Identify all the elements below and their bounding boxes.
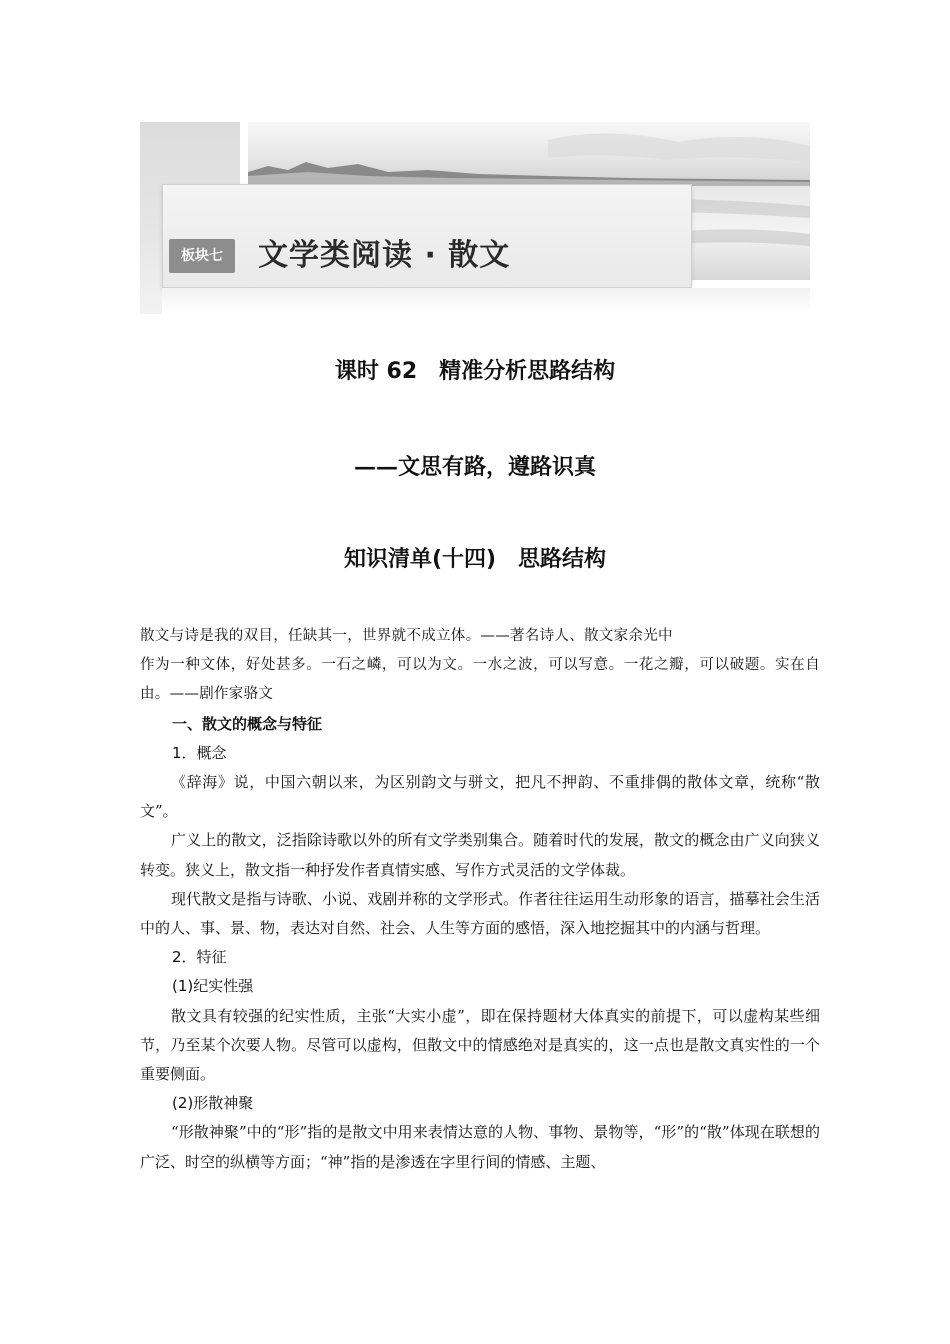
lesson-title: 课时 62 精准分析思路结构	[334, 359, 616, 384]
feature-documentary-title: (1)纪实性强	[172, 977, 254, 996]
heading-concept-features: 一、散文的概念与特征	[172, 714, 323, 733]
section-tag: 板块七	[169, 239, 235, 273]
heading-concept: 1．概念	[172, 743, 227, 762]
paragraph-cihai: 《辞海》说，中国六朝以来，为区别韵文与骈文，把凡不押韵、不重排偶的散体文章，统称“散文”。	[140, 773, 820, 821]
banner-fade	[162, 288, 810, 314]
document-body	[140, 622, 820, 1177]
quote-yu-guangzhong: 散文与诗是我的双目，任缺其一，世界就不成立体。——著名诗人、散文家余光中	[140, 628, 673, 644]
section-title: 知识清单(十四) 思路结构	[343, 547, 607, 572]
feature-form-spirit-title: (2)形散神聚	[172, 1094, 254, 1113]
lesson-subtitle: ——文思有路，遵路识真	[353, 454, 596, 480]
banner-title: 文学类阅读 · 散文	[258, 238, 511, 273]
paragraph-broad-sense: 广义上的散文，泛指除诗歌以外的所有文学类别集合。随着时代的发展，散文的概念由广义向狭义转变。狭义上，散文指一种抒发作者真情实感、写作方式灵活的文学体裁。	[140, 831, 820, 879]
feature-form-spirit-text: “形散神聚”中的“形”指的是散文中用来表情达意的人物、事物、景物等，“形”的“散”体现在联想的广泛、时空的纵横等方面；“神”指的是渗透在字里行间的情感、主题、	[140, 1123, 820, 1171]
section-banner	[140, 122, 810, 314]
quote-luo-wen: 作为一种文体，好处甚多。一石之嶙，可以为文。一水之波，可以写意。一花之瓣，可以破题。实在自由。——剧作家骆文	[140, 657, 820, 703]
paragraph-modern-prose: 现代散文是指与诗歌、小说、戏剧并称的文学形式。作者往往运用生动形象的语言，描摹社会生活中的人、事、景、物，表达对自然、社会、人生等方面的感悟，深入地挖掘其中的内涵与哲理。	[140, 889, 820, 938]
feature-documentary-text: 散文具有较强的纪实性质，主张“大实小虚”，即在保持题材大体真实的前提下，可以虚构某些细节，乃至某个次要人物。尽管可以虚构，但散文中的情感绝对是真实的，这一点也是散文真实性的一个重要侧面。	[140, 1006, 820, 1084]
heading-features: 2．特征	[172, 948, 227, 967]
